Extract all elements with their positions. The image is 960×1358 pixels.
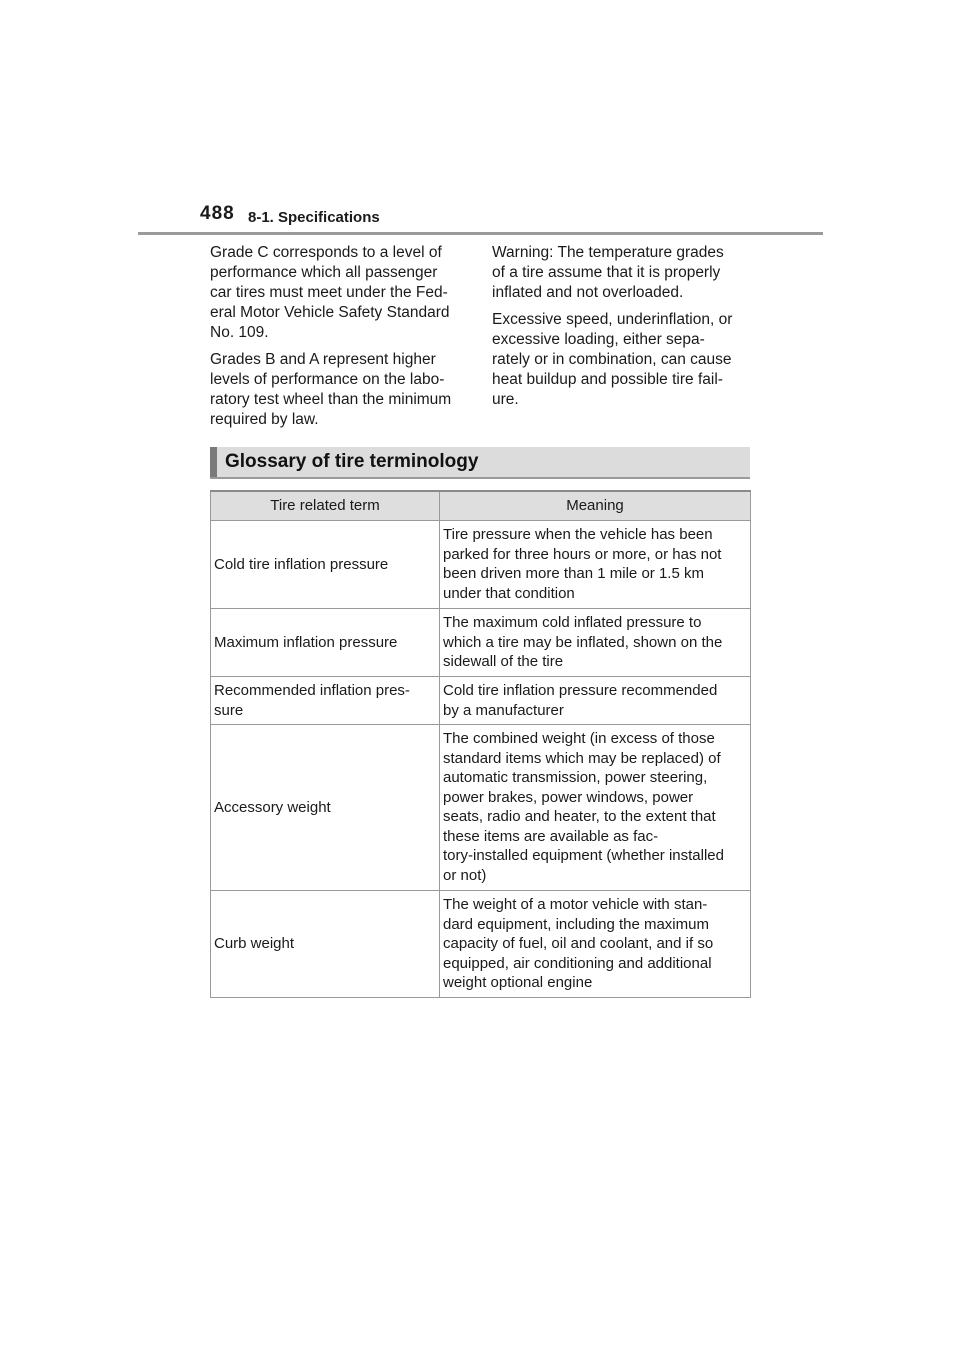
paragraph-warning: Warning: The temperature grades of a tire assume that it is properly inflated and not overloaded. xyxy=(492,244,724,301)
term-cell: Curb weight xyxy=(211,891,440,998)
left-text-column xyxy=(210,243,465,437)
meaning-cell: The combined weight (in excess of those standard items which may be replaced) of automatic transmission, power steering, power brakes, power windows, power seats, radio and heater, to the extent that these items are available as fac- tory-installed equipment (whether installed or not) xyxy=(440,725,751,891)
header-divider xyxy=(138,232,823,235)
section-title: 8-1. Specifications xyxy=(248,209,380,226)
table-row xyxy=(211,609,751,677)
term-cell: Cold tire inflation pressure xyxy=(211,521,440,609)
glossary-title: Glossary of tire terminology xyxy=(225,451,479,472)
paragraph-grade-c: Grade C corresponds to a level of performance which all passenger car tires must meet under the Fed- eral Motor Vehicle Safety Standard No. 109. xyxy=(210,244,450,341)
term-cell: Recommended inflation pres- sure xyxy=(211,677,440,725)
heading-accent-bar xyxy=(210,447,217,477)
table-row xyxy=(211,725,751,891)
column-header-term: Tire related term xyxy=(211,491,440,521)
meaning-cell: Tire pressure when the vehicle has been parked for three hours or more, or has not been driven more than 1 mile or 1.5 km under that condition xyxy=(440,521,751,609)
term-cell: Maximum inflation pressure xyxy=(211,609,440,677)
meaning-cell: The weight of a motor vehicle with stan- dard equipment, including the maximum capacity of fuel, oil and coolant, and if so equipped, air conditioning and additional weight optional engine xyxy=(440,891,751,998)
glossary-heading xyxy=(210,447,750,479)
table-row xyxy=(211,521,751,609)
table-header-row xyxy=(211,491,751,521)
meaning-cell: The maximum cold inflated pressure to which a tire may be inflated, shown on the sidewall of the tire xyxy=(440,609,751,677)
term-cell: Accessory weight xyxy=(211,725,440,891)
paragraph-grades-b-a: Grades B and A represent higher levels of performance on the labo- ratory test wheel than the minimum required by law. xyxy=(210,351,452,428)
column-header-meaning: Meaning xyxy=(440,491,751,521)
table-row xyxy=(211,677,751,725)
page-number: 488 xyxy=(200,203,235,224)
paragraph-excessive-speed: Excessive speed, underinflation, or excessive loading, either sepa- rately or in combination, can cause heat buildup and possible tire fail- ure. xyxy=(492,311,733,408)
glossary-table xyxy=(210,490,751,998)
right-text-column xyxy=(492,243,747,417)
table-row xyxy=(211,891,751,998)
meaning-cell: Cold tire inflation pressure recommended by a manufacturer xyxy=(440,677,751,725)
